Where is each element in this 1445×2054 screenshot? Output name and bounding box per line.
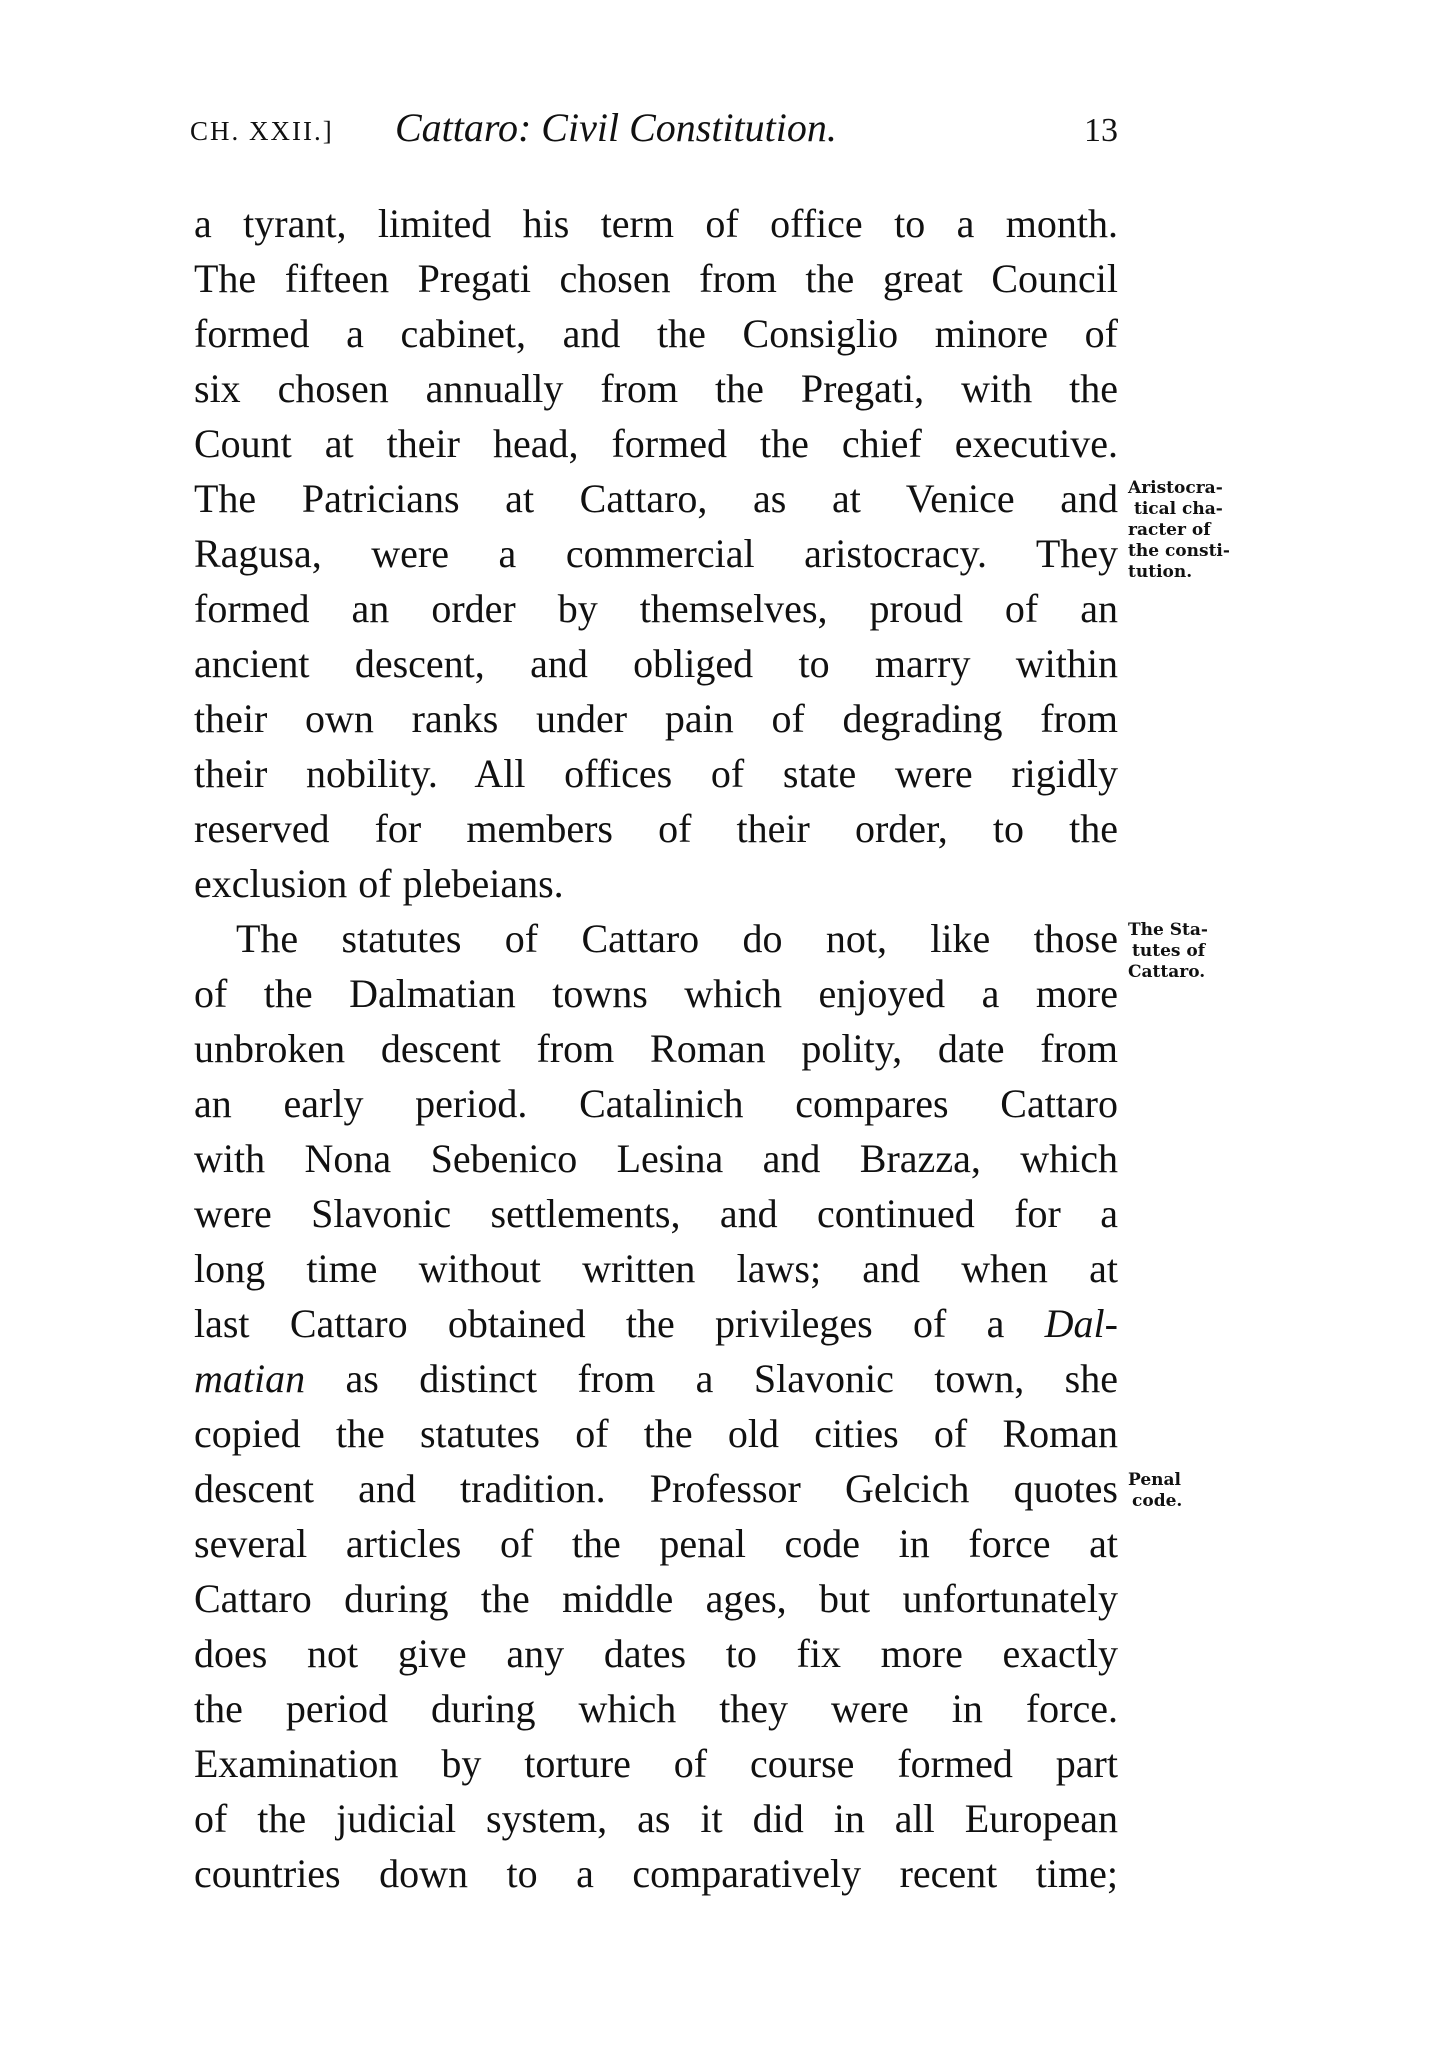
text-line: Ragusa, were a commercial aristocracy. They [194, 531, 1118, 576]
sidenote-line: tution. [1128, 562, 1193, 582]
text-line: were Slavonic settlements, and continued for a [194, 1191, 1118, 1236]
text-line: a tyrant, limited his term of office to a month. [194, 201, 1118, 246]
text-line: does not give any dates to fix more exactly [194, 1631, 1118, 1676]
text-line-with-italic [194, 1351, 1118, 1406]
sidenote-line: the consti- [1128, 541, 1230, 561]
italic-word: Dal- [1044, 1301, 1118, 1346]
sidenote-line: Cattaro. [1128, 962, 1206, 982]
text-line: Examination by torture of course formed part [194, 1741, 1118, 1786]
text-line: several articles of the penal code in force at [194, 1521, 1118, 1566]
text-line: their own ranks under pain of degrading from [194, 696, 1118, 741]
sidenote-line: Aristocra- [1128, 478, 1223, 498]
text-line: formed a cabinet, and the Consiglio minore of [194, 311, 1118, 356]
text-line: their nobility. All offices of state were rigidly [194, 751, 1118, 796]
text-line: of the judicial system, as it did in all European [194, 1796, 1118, 1841]
text-line: descent and tradition. Professor Gelcich quotes [194, 1466, 1118, 1511]
text-line: formed an order by themselves, proud of an [194, 586, 1118, 631]
text-line: of the Dalmatian towns which enjoyed a more [194, 971, 1118, 1016]
sidenote-line: tical cha- [1134, 499, 1223, 519]
text-line: countries down to a comparatively recent time; [194, 1851, 1118, 1896]
text-line: The Patricians at Cattaro, as at Venice and [194, 476, 1118, 521]
text-segment: as distinct from a Slavonic town, she [305, 1356, 1118, 1401]
sidenote-line: code. [1132, 1491, 1183, 1511]
text-segment: last Cattaro obtained the privileges of a [194, 1301, 1045, 1346]
paragraph-start-line: The statutes of Cattaro do not, like those [236, 916, 1118, 961]
chapter-label: CH. XXII.] [190, 116, 334, 146]
text-line: the period during which they were in force. [194, 1686, 1118, 1731]
running-title: Cattaro: Civil Constitution. [395, 105, 837, 150]
sidenote-statutes-of-cattaro [1128, 920, 1208, 983]
text-line: with Nona Sebenico Lesina and Brazza, which [194, 1136, 1118, 1181]
sidenote-line: racter of [1128, 520, 1211, 540]
text-line: ancient descent, and obliged to marry within [194, 641, 1118, 686]
sidenote-line: The Sta- [1128, 920, 1208, 940]
text-line: copied the statutes of the old cities of Roman [194, 1411, 1118, 1456]
sidenote-aristocratical-character [1128, 478, 1230, 583]
text-line-with-italic [194, 1296, 1118, 1351]
sidenote-penal-code [1128, 1470, 1182, 1512]
text-line: long time without written laws; and when at [194, 1246, 1118, 1291]
text-line: Count at their head, formed the chief executive. [194, 421, 1118, 466]
running-header [190, 104, 1118, 164]
text-line: unbroken descent from Roman polity, date from [194, 1026, 1118, 1071]
text-line: reserved for members of their order, to the [194, 806, 1118, 851]
sidenote-line: Penal [1128, 1470, 1181, 1490]
text-line: exclusion of plebeians. [194, 861, 564, 906]
body-text [194, 196, 1118, 1901]
text-line: Cattaro during the middle ages, but unfortunately [194, 1576, 1118, 1621]
text-line: an early period. Catalinich compares Cattaro [194, 1081, 1118, 1126]
text-line: The fifteen Pregati chosen from the great Council [194, 256, 1118, 301]
page-number: 13 [1084, 112, 1118, 149]
text-line: six chosen annually from the Pregati, with the [194, 366, 1118, 411]
sidenote-line: tutes of [1132, 941, 1206, 961]
italic-word: matian [194, 1356, 306, 1401]
